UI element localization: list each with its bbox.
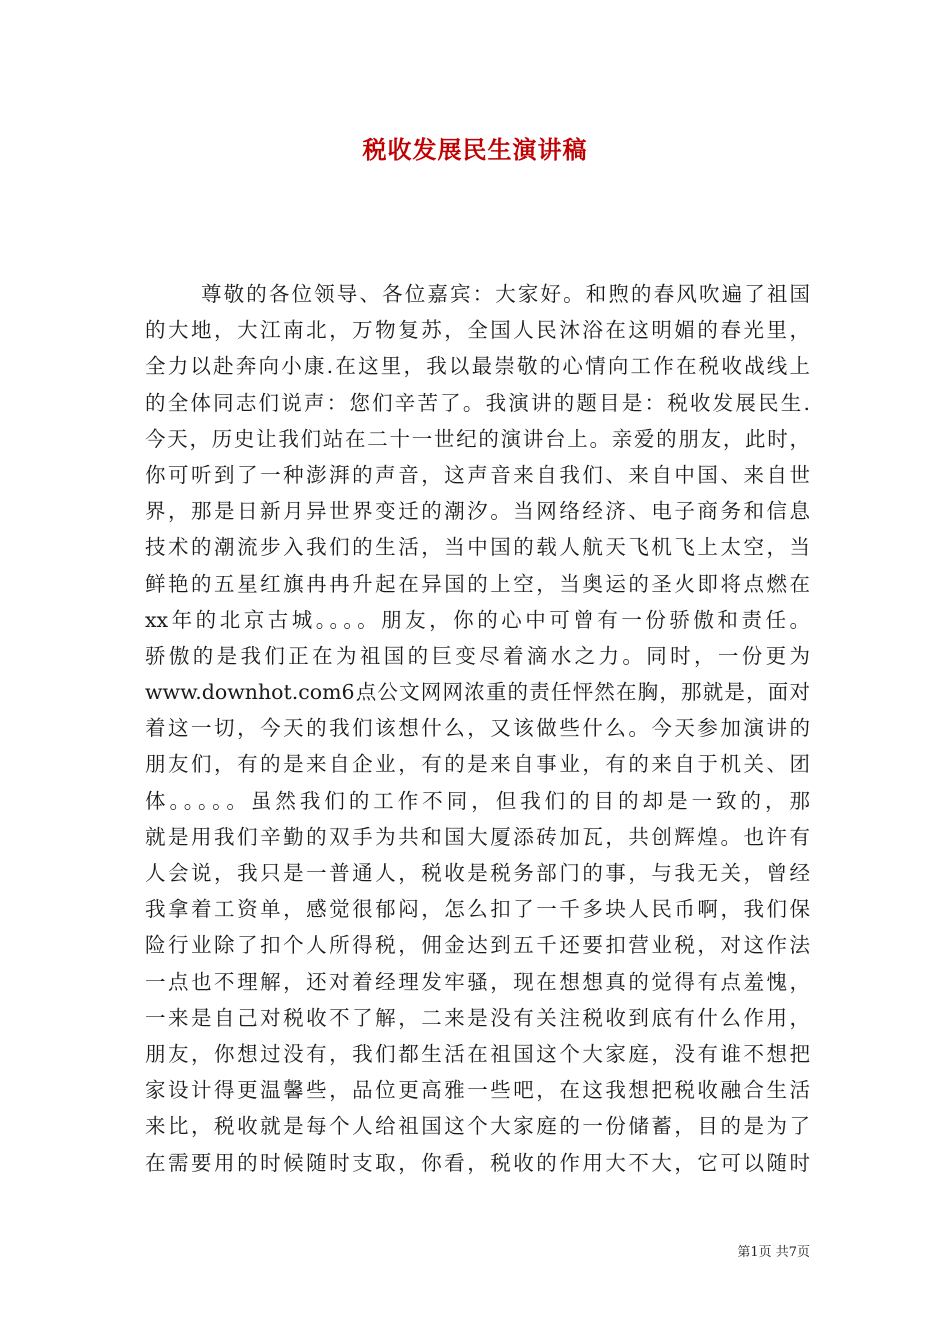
body-line: 来比，税收就是每个人给祖国这个大家庭的一份储蓄，目的是为了 <box>145 1114 810 1139</box>
body-line: 家设计得更温馨些，品位更高雅一些吧，在这我想把税收融合生活 <box>145 1078 810 1103</box>
document-body <box>145 276 810 1181</box>
body-line: 人会说，我只是一普通人，税收是税务部门的事，与我无关，曾经 <box>145 861 810 885</box>
body-line: xx年的北京古城。。。。朋友，你的心中可曾有一份骄傲和责任。 <box>145 607 810 632</box>
body-line: 界，那是日新月异世界变迁的潮汐。当网络经济、电子商务和信息 <box>145 499 810 524</box>
body-line: 一点也不理解，还对着经理发牢骚，现在想想真的觉得有点羞愧， <box>145 969 810 994</box>
body-line: 技术的潮流步入我们的生活，当中国的载人航天飞机飞上太空，当 <box>145 535 810 560</box>
body-line: 骄傲的是我们正在为祖国的巨变尽着滴水之力。同时，一份更为 <box>145 643 810 668</box>
body-line: 就是用我们辛勤的双手为共和国大厦添砖加瓦，共创辉煌。也许有 <box>145 824 810 849</box>
body-line: 鲜艳的五星红旗冉冉升起在异国的上空，当奥运的圣火即将点燃在 <box>145 571 810 596</box>
page-number-footer: 第1页 共7页 <box>737 1245 810 1260</box>
body-line: 尊敬的各位领导、各位嘉宾：大家好。和煦的春风吹遍了祖国 <box>201 282 810 306</box>
body-line: 我拿着工资单，感觉很郁闷，怎么扣了一千多块人民币啊，我们保 <box>145 897 810 922</box>
body-line: 一来是自己对税收不了解，二来是没有关注税收到底有什么作用， <box>145 1005 810 1030</box>
body-line: 今天，历史让我们站在二十一世纪的演讲台上。亲爱的朋友，此时， <box>145 426 810 451</box>
body-line: 在需要用的时候随时支取，你看，税收的作用大不大，它可以随时 <box>145 1150 810 1175</box>
body-line: 的大地，大江南北，万物复苏，全国人民沐浴在这明媚的春光里， <box>145 318 810 343</box>
body-line: 全力以赴奔向小康.在这里，我以最崇敬的心情向工作在税收战线上 <box>145 354 810 379</box>
body-line: 的全体同志们说声：您们辛苦了。我演讲的题目是：税收发展民生. <box>145 390 810 415</box>
body-line: 朋友们，有的是来自企业，有的是来自事业，有的来自于机关、团 <box>145 752 810 777</box>
body-line: 朋友，你想过没有，我们都生活在祖国这个大家庭，没有谁不想把 <box>145 1041 810 1066</box>
body-line: 体。。。。。虽然我们的工作不同，但我们的目的却是一致的，那 <box>145 788 810 813</box>
body-line: 着这一切，今天的我们该想什么，又该做些什么。今天参加演讲的 <box>145 716 810 741</box>
body-line: 你可听到了一种澎湃的声音，这声音来自我们、来自中国、来自世 <box>145 462 810 487</box>
body-line: 险行业除了扣个人所得税，佣金达到五千还要扣营业税，对这作法 <box>145 933 810 958</box>
body-line: www.downhot.com6点公文网网浓重的责任怦然在胸，那就是，面对 <box>145 680 810 705</box>
document-title: 税收发展民生演讲稿 <box>362 135 588 164</box>
